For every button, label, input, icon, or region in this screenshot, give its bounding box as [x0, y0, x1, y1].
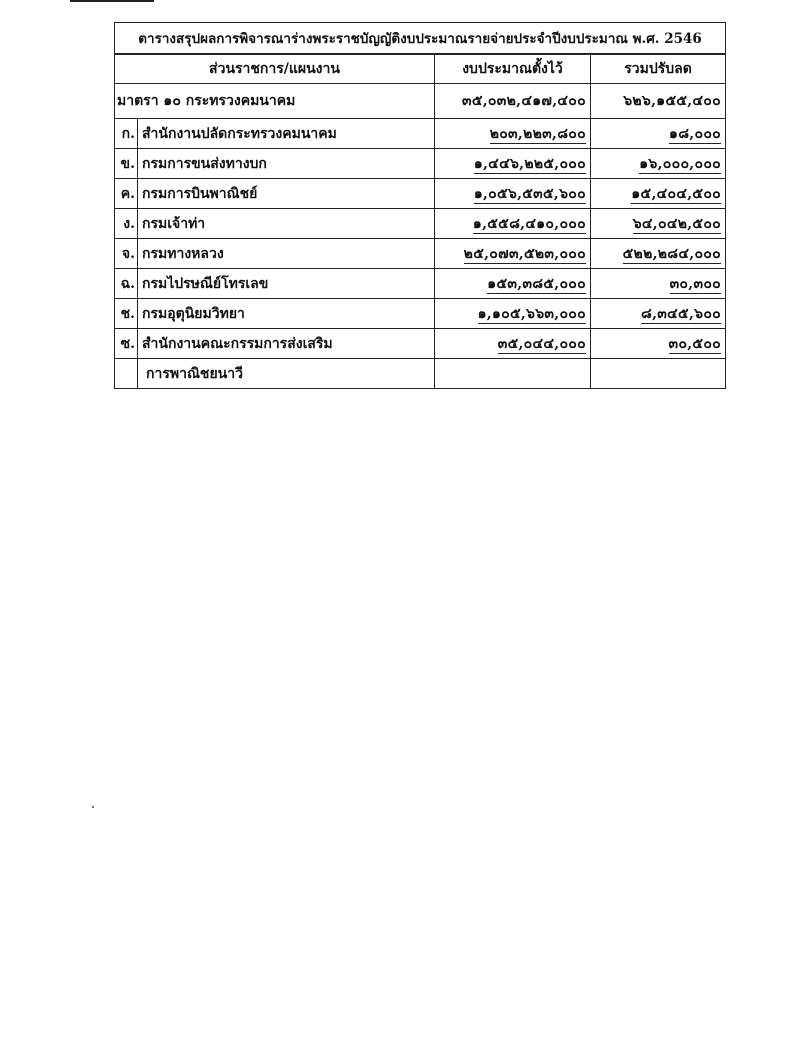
ministry-cut-value: ๖๒๖,๑๕๕,๔๐๐: [623, 93, 722, 109]
cut-cell-empty: [591, 359, 726, 389]
agency-name-continuation: การพาณิชยนาวี: [138, 359, 435, 389]
cut-cell: [591, 179, 726, 209]
table-row: [115, 149, 726, 179]
table-row-continuation: [115, 359, 726, 389]
budget-value: ๓๕,๐๔๔,๐๐๐: [497, 335, 586, 352]
budget-value: ๑๕๓,๓๘๕,๐๐๐: [487, 275, 586, 292]
column-header-budget: งบประมาณตั้งไว้: [435, 54, 591, 84]
row-letter: ซ.: [115, 329, 138, 359]
cut-cell: [591, 119, 726, 149]
row-letter: ข.: [115, 149, 138, 179]
cut-value: ๖๔,๐๔๒,๕๐๐: [632, 215, 722, 232]
cut-cell: [591, 209, 726, 239]
column-header-cut: รวมปรับลด: [591, 54, 726, 84]
budget-cell: [435, 269, 591, 299]
column-header-unit: ส่วนราชการ/แผนงาน: [115, 54, 435, 84]
table-title: ตารางสรุปผลการพิจารณาร่างพระราชบัญญัติงบประมาณรายจ่ายประจำปีงบประมาณ พ.ศ. 2546: [115, 23, 726, 55]
budget-cell: [435, 149, 591, 179]
agency-name: สำนักงานปลัดกระทรวงคมนาคม: [138, 119, 435, 149]
ministry-row: [115, 84, 726, 119]
budget-cell: [435, 179, 591, 209]
budget-cell: [435, 119, 591, 149]
header-row: [115, 54, 726, 84]
ministry-name: มาตรา ๑๐ กระทรวงคมนาคม: [115, 84, 435, 119]
stray-mark: [92, 806, 94, 808]
agency-name: กรมทางหลวง: [138, 239, 435, 269]
budget-summary-table: [114, 22, 726, 389]
cut-cell: [591, 269, 726, 299]
budget-cell: [435, 299, 591, 329]
budget-value: ๒๕,๐๗๓,๕๒๓,๐๐๐: [463, 245, 586, 262]
row-letter: จ.: [115, 239, 138, 269]
budget-cell-empty: [435, 359, 591, 389]
agency-name: กรมอุตุนิยมวิทยา: [138, 299, 435, 329]
top-rule: [70, 0, 154, 2]
row-letter: ฉ.: [115, 269, 138, 299]
budget-value: ๑,๔๔๖,๒๒๕,๐๐๐: [473, 155, 586, 172]
ministry-budget: [435, 84, 591, 119]
agency-name: สำนักงานคณะกรรมการส่งเสริม: [138, 329, 435, 359]
agency-name: กรมเจ้าท่า: [138, 209, 435, 239]
agency-name: กรมการบินพาณิชย์: [138, 179, 435, 209]
cut-cell: [591, 299, 726, 329]
table-row: [115, 329, 726, 359]
cut-value: ๓๐,๓๐๐: [669, 275, 722, 292]
budget-value: ๑,๕๕๘,๔๑๐,๐๐๐: [472, 215, 586, 232]
ministry-budget-value: ๓๕,๐๓๒,๔๑๗,๔๐๐: [461, 93, 586, 109]
cut-cell: [591, 239, 726, 269]
cut-value: ๓๐,๕๐๐: [668, 335, 722, 352]
budget-value: ๒๐๓,๒๒๓,๘๐๐: [489, 125, 586, 142]
table-row: [115, 209, 726, 239]
table-row: [115, 179, 726, 209]
row-letter: ง.: [115, 209, 138, 239]
budget-cell: [435, 209, 591, 239]
title-row: [115, 23, 726, 55]
table-row: [115, 239, 726, 269]
cut-value: ๘,๓๔๕,๖๐๐: [641, 305, 722, 322]
agency-name: กรมการขนส่งทางบก: [138, 149, 435, 179]
row-letter: ก.: [115, 119, 138, 149]
table-row: [115, 269, 726, 299]
cut-value: ๑๖,๐๐๐,๐๐๐: [639, 155, 722, 172]
row-letter: ช.: [115, 299, 138, 329]
cut-cell: [591, 329, 726, 359]
cut-value: ๑๕,๔๐๔,๕๐๐: [631, 185, 722, 202]
budget-value: ๑,๐๕๖,๕๓๕,๖๐๐: [473, 185, 586, 202]
table-row: [115, 299, 726, 329]
budget-value: ๑,๑๐๕,๖๖๓,๐๐๐: [477, 305, 586, 322]
ministry-cut: [591, 84, 726, 119]
cut-value: ๑๘,๐๐๐: [669, 125, 722, 142]
table-row: [115, 119, 726, 149]
budget-cell: [435, 329, 591, 359]
cut-cell: [591, 149, 726, 179]
row-letter-empty: [115, 359, 138, 389]
agency-name: กรมไปรษณีย์โทรเลข: [138, 269, 435, 299]
budget-cell: [435, 239, 591, 269]
row-letter: ค.: [115, 179, 138, 209]
cut-value: ๕๒๒,๒๘๔,๐๐๐: [622, 245, 722, 262]
